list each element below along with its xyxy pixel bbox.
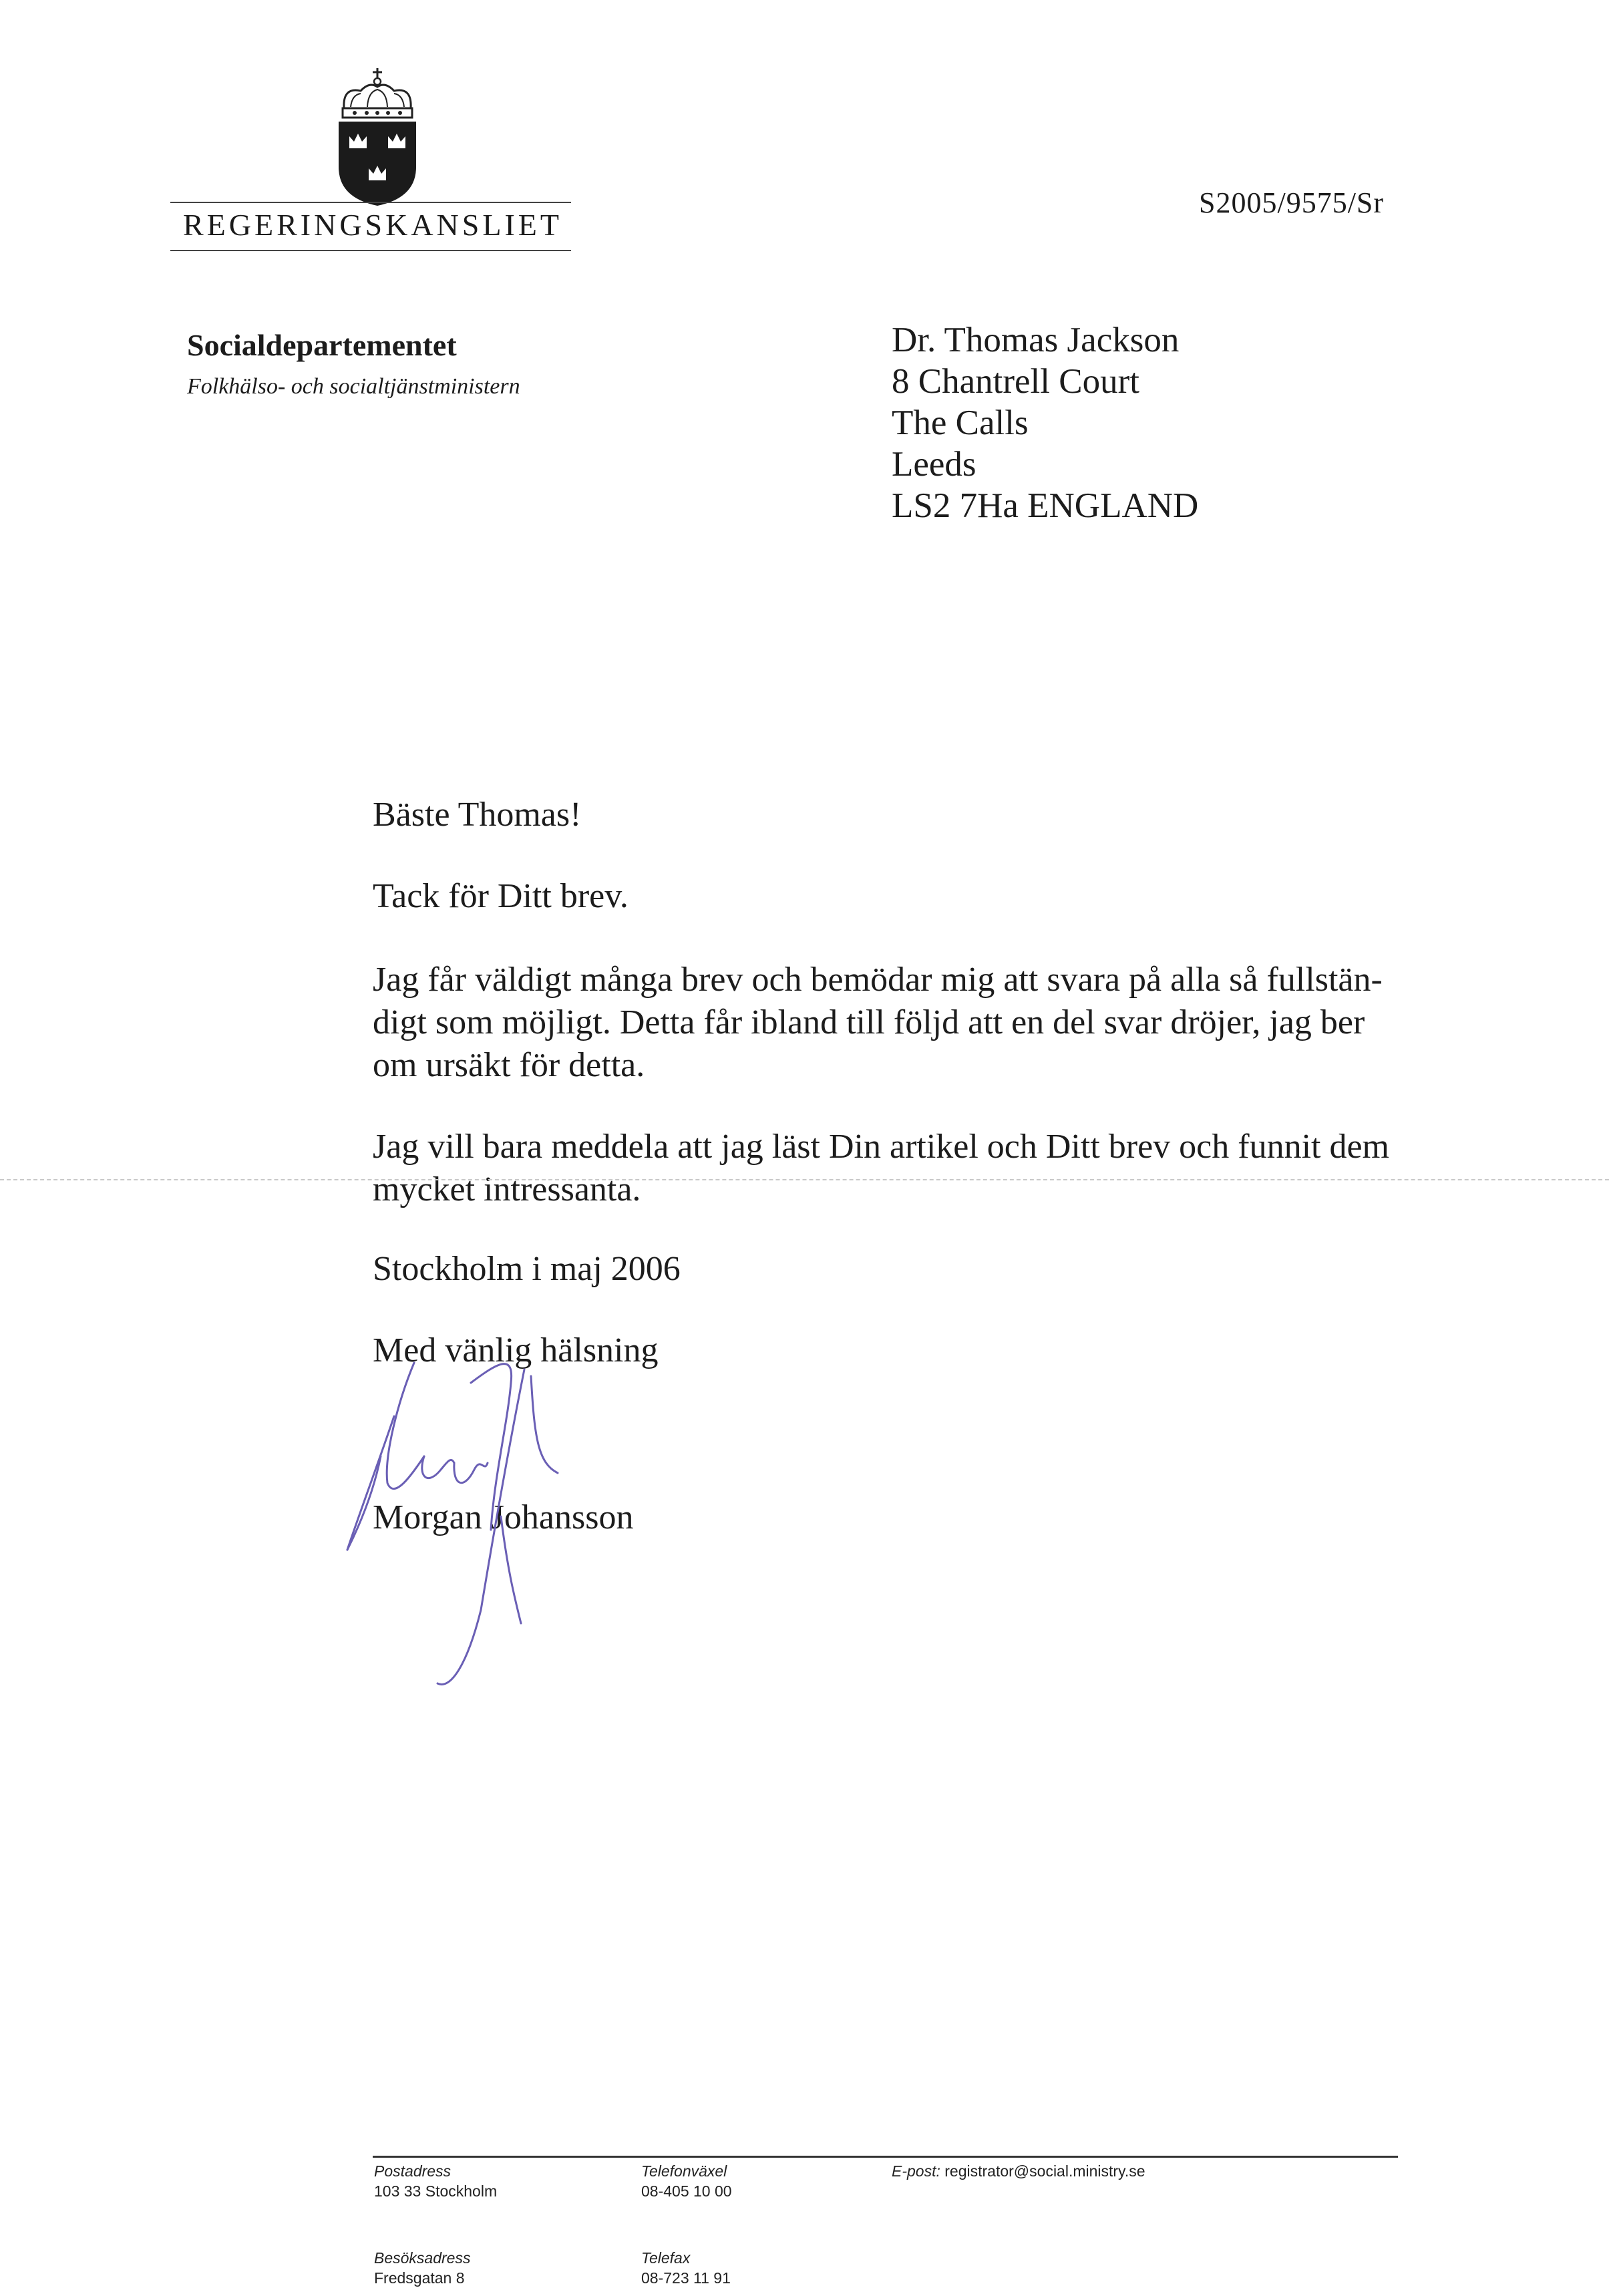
signer-name: Morgan Johansson <box>373 1498 634 1536</box>
paragraph-line: mycket intressanta. <box>373 1170 641 1208</box>
footer-value: 103 33 Stockholm <box>374 2182 498 2200</box>
recipient-street: 8 Chantrell Court <box>892 362 1139 401</box>
paragraph-2 <box>373 1126 1415 1211</box>
footer-fax <box>641 2248 731 2288</box>
recipient-city: Leeds <box>892 445 976 484</box>
thanks-line: Tack för Ditt brev. <box>373 877 629 915</box>
footer-phone <box>641 2161 732 2201</box>
paragraph-line: Jag får väldigt många brev och bemödar mig att svara på alla så fullstän- <box>373 961 1383 999</box>
footer-label: Postadress <box>374 2162 452 2180</box>
handwritten-signature <box>334 1356 655 1703</box>
coat-of-arms-icon <box>331 67 424 207</box>
letterhead-rule-bottom <box>170 250 571 251</box>
footer-value: Fredsgatan 8 <box>374 2269 465 2287</box>
paragraph-line: om ursäkt för detta. <box>373 1046 645 1084</box>
footer-label: Telefax <box>641 2249 691 2267</box>
place-and-date: Stockholm i maj 2006 <box>373 1250 681 1288</box>
letterhead-rule-top <box>170 202 571 203</box>
paragraph-line: digt som möjligt. Detta får ibland till följd att en del svar dröjer, jag ber <box>373 1003 1365 1041</box>
paragraph-1 <box>373 959 1415 1087</box>
paper-fold-line <box>0 1179 1609 1180</box>
closing-phrase: Med vänlig hälsning <box>373 1331 659 1369</box>
footer-visiting-address <box>374 2248 470 2288</box>
footer-value: 08-405 10 00 <box>641 2182 732 2200</box>
recipient-postcode-country: LS2 7Ha ENGLAND <box>892 486 1199 525</box>
recipient-district: The Calls <box>892 403 1029 442</box>
department-name: Socialdepartementet <box>187 328 457 362</box>
greeting: Bäste Thomas! <box>373 796 582 834</box>
paragraph-line: Jag vill bara meddela att jag läst Din artikel och Ditt brev och funnit dem <box>373 1128 1389 1166</box>
footer-label: E-post: <box>892 2162 940 2180</box>
footer-rule <box>373 2156 1398 2158</box>
recipient-name: Dr. Thomas Jackson <box>892 321 1180 359</box>
footer-value: registrator@social.ministry.se <box>944 2162 1145 2180</box>
footer-label: Telefonväxel <box>641 2162 727 2180</box>
minister-title: Folkhälso- och socialtjänstministern <box>187 374 520 399</box>
reference-number: S2005/9575/Sr <box>1199 186 1385 219</box>
footer-postal-address <box>374 2161 497 2201</box>
organization-name: REGERINGSKANSLIET <box>183 208 562 242</box>
recipient-address <box>892 319 1198 526</box>
footer-label: Besöksadress <box>374 2249 471 2267</box>
footer-value: 08-723 11 91 <box>641 2269 731 2287</box>
footer-email <box>892 2161 1145 2181</box>
